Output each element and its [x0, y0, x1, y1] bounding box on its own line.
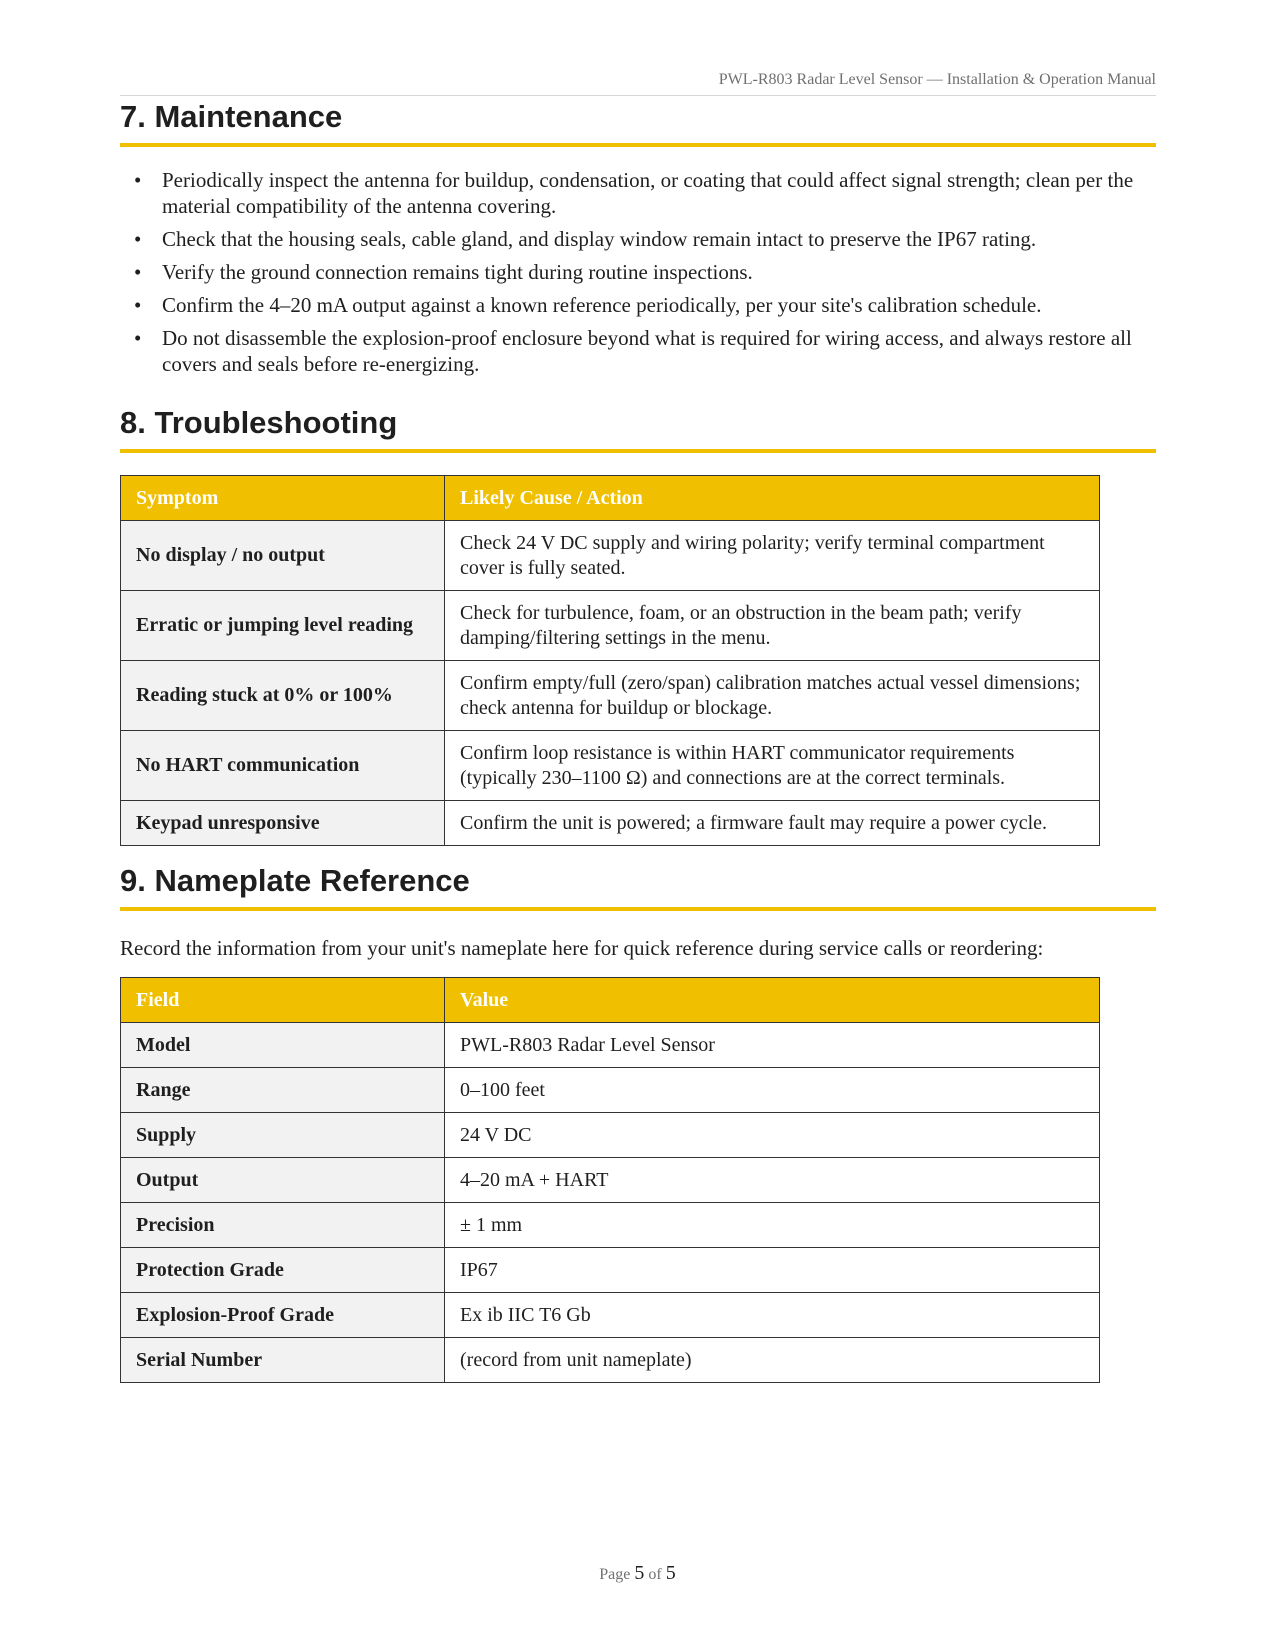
action-cell: Check for turbulence, foam, or an obstruction in the beam path; verify damping/filtering settings in the menu. — [445, 591, 1100, 661]
section-title-maintenance: 7. Maintenance — [120, 98, 1156, 147]
total-page-number: 5 — [665, 1562, 676, 1584]
field-cell: Output — [121, 1158, 445, 1203]
nameplate-intro: Record the information from your unit's nameplate here for quick reference during service calls or reordering: — [120, 936, 1044, 961]
list-item: • Periodically inspect the antenna for buildup, condensation, or coating that could affect signal strength; clean per the material compatibility of the antenna covering. — [134, 168, 1134, 219]
value-cell: Ex ib IIC T6 Gb — [445, 1293, 1100, 1338]
field-cell: Precision — [121, 1203, 445, 1248]
maintenance-section — [120, 98, 1156, 384]
value-cell: (record from unit nameplate) — [445, 1338, 1100, 1383]
value-cell: IP67 — [445, 1248, 1100, 1293]
field-cell: Explosion-Proof Grade — [121, 1293, 445, 1338]
list-item: • Do not disassemble the explosion-proof enclosure beyond what is required for wiring access, and always restore all covers and seals before re-energizing. — [134, 326, 1132, 377]
action-cell: Check 24 V DC supply and wiring polarity; verify terminal compartment cover is fully seated. — [445, 521, 1100, 591]
column-header: Value — [445, 978, 1100, 1023]
bullet-icon: • — [134, 293, 142, 318]
bullet-icon: • — [134, 326, 142, 351]
list-item: • Verify the ground connection remains tight during routine inspections. — [134, 260, 753, 285]
table-row — [121, 1158, 1100, 1203]
field-cell: Supply — [121, 1113, 445, 1158]
value-cell: 0–100 feet — [445, 1068, 1100, 1113]
table-row — [121, 1203, 1100, 1248]
nameplate-section — [120, 862, 1156, 1383]
section-title-nameplate: 9. Nameplate Reference — [120, 862, 1156, 911]
symptom-cell: Reading stuck at 0% or 100% — [121, 661, 445, 731]
field-cell: Model — [121, 1023, 445, 1068]
field-cell: Protection Grade — [121, 1248, 445, 1293]
column-header: Symptom — [121, 476, 445, 521]
symptom-cell: Keypad unresponsive — [121, 801, 445, 846]
bullet-icon: • — [134, 168, 142, 193]
symptom-cell: No display / no output — [121, 521, 445, 591]
bullet-icon: • — [134, 227, 142, 252]
table-row — [121, 521, 1100, 591]
table-row — [121, 661, 1100, 731]
action-cell: Confirm the unit is powered; a firmware fault may require a power cycle. — [445, 801, 1100, 846]
value-cell: 4–20 mA + HART — [445, 1158, 1100, 1203]
nameplate-table — [120, 977, 1100, 1383]
table-row — [121, 801, 1100, 846]
bullet-icon: • — [134, 260, 142, 285]
page-footer — [0, 1562, 1275, 1585]
list-item: • Check that the housing seals, cable gland, and display window remain intact to preserve the IP67 rating. — [134, 227, 1037, 252]
page-header — [120, 71, 1156, 96]
column-header: Likely Cause / Action — [445, 476, 1100, 521]
field-cell: Serial Number — [121, 1338, 445, 1383]
action-cell: Confirm loop resistance is within HART communicator requirements (typically 230–1100 Ω) and connections are at the correct terminals. — [445, 731, 1100, 801]
column-header: Field — [121, 978, 445, 1023]
header-title: PWL-R803 Radar Level Sensor — Installation & Operation Manual — [718, 71, 1156, 88]
table-row — [121, 591, 1100, 661]
troubleshooting-table — [120, 475, 1100, 846]
table-header-row — [121, 476, 1100, 521]
of-label: of — [648, 1566, 662, 1583]
action-cell: Confirm empty/full (zero/span) calibration matches actual vessel dimensions; check antenna for buildup or blockage. — [445, 661, 1100, 731]
maintenance-list — [120, 167, 1156, 377]
table-row — [121, 1068, 1100, 1113]
troubleshooting-section — [120, 404, 1156, 846]
table-row — [121, 1113, 1100, 1158]
value-cell: 24 V DC — [445, 1113, 1100, 1158]
table-row — [121, 1248, 1100, 1293]
list-item: • Confirm the 4–20 mA output against a known reference periodically, per your site's calibration schedule. — [134, 293, 1042, 318]
field-cell: Range — [121, 1068, 445, 1113]
page-label: Page — [599, 1566, 631, 1583]
symptom-cell: No HART communication — [121, 731, 445, 801]
table-row — [121, 1293, 1100, 1338]
section-title-troubleshooting: 8. Troubleshooting — [120, 404, 1156, 453]
value-cell: PWL-R803 Radar Level Sensor — [445, 1023, 1100, 1068]
table-row — [121, 1338, 1100, 1383]
table-header-row — [121, 978, 1100, 1023]
table-row — [121, 731, 1100, 801]
symptom-cell: Erratic or jumping level reading — [121, 591, 445, 661]
current-page-number: 5 — [634, 1562, 645, 1584]
value-cell: ± 1 mm — [445, 1203, 1100, 1248]
table-row — [121, 1023, 1100, 1068]
